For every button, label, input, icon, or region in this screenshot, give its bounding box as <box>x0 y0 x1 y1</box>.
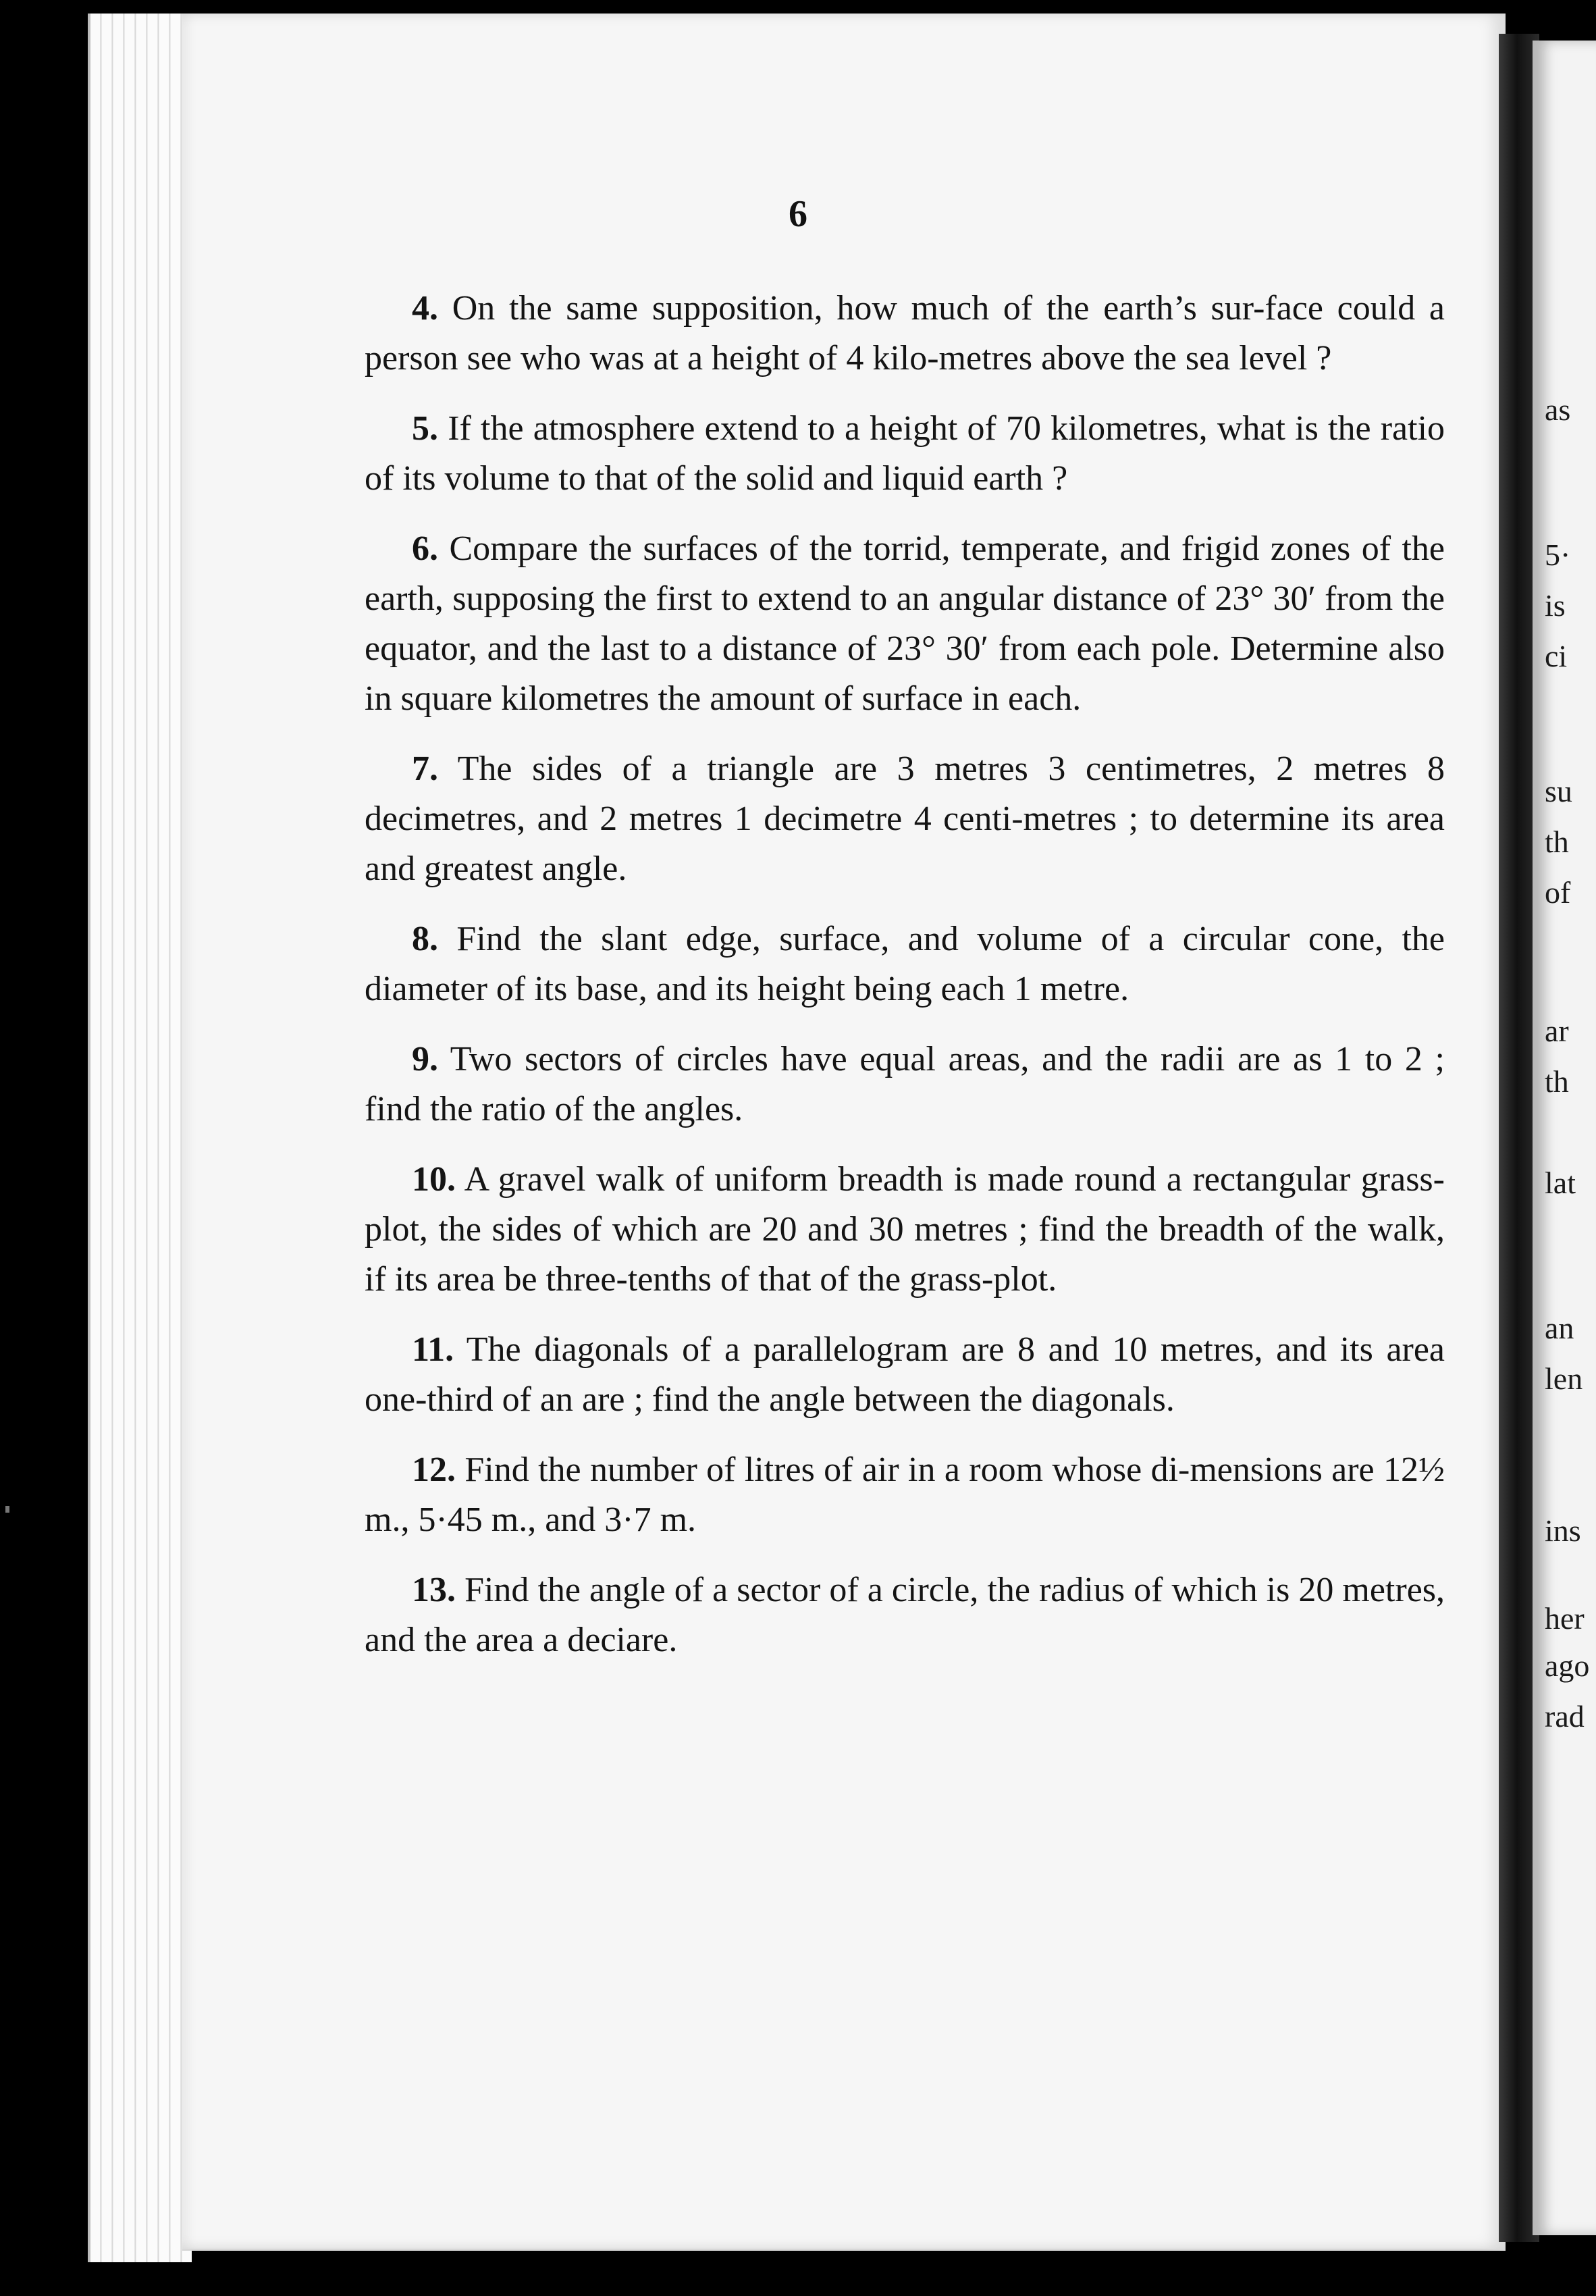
problem-item <box>365 404 1445 504</box>
page-edges-stack <box>88 14 192 2262</box>
problem-text: Two sectors of circles have equal areas, and the radii are as 1 to 2 ; find the ratio of the angles. <box>365 1040 1445 1128</box>
facing-fragment: 5· <box>1545 538 1571 572</box>
facing-fragment: is <box>1545 588 1566 623</box>
facing-fragment: ago <box>1545 1648 1590 1683</box>
problem-number: 9. <box>412 1040 438 1078</box>
problem-text: Find the slant edge, surface, and volume of a circular cone, the diameter of its base, and its height being each 1 metre. <box>365 920 1445 1008</box>
problem-item <box>365 1565 1445 1665</box>
facing-fragment: th <box>1545 1064 1569 1099</box>
problem-text: On the same supposition, how much of the earth’s sur-face could a person see who was at a height of 4 kilo-metres above the sea level ? <box>365 289 1445 377</box>
problem-number: 12. <box>412 1451 456 1489</box>
facing-fragment: her <box>1545 1601 1585 1636</box>
problem-item <box>365 744 1445 894</box>
problem-number: 13. <box>412 1571 456 1609</box>
problem-number: 7. <box>412 750 438 788</box>
facing-fragment: len <box>1545 1361 1583 1396</box>
problem-text: If the atmosphere extend to a height of 70 kilometres, what is the ratio of its volume to that of the solid and liquid earth ? <box>365 409 1445 498</box>
problem-text: Find the angle of a sector of a circle, the radius of which is 20 metres, and the area a deciare. <box>365 1571 1445 1659</box>
problem-text: The sides of a triangle are 3 metres 3 centimetres, 2 metres 8 decimetres, and 2 metres 1 decimetre 4 centi-metres ; to determine its area and greatest angle. <box>365 750 1445 888</box>
problem-item <box>365 1445 1445 1545</box>
facing-page-sliver <box>1533 41 1596 2235</box>
problem-item <box>365 1155 1445 1305</box>
problem-number: 10. <box>412 1160 456 1199</box>
scan-speck <box>5 1506 9 1513</box>
page-number: 6 <box>789 193 807 235</box>
problem-item <box>365 1035 1445 1134</box>
problem-number: 6. <box>412 529 438 568</box>
problem-text: Compare the surfaces of the torrid, temperate, and frigid zones of the earth, supposing the first to extend to an angular distance of 23° 30′ from the equator, and the last to a distance of 23° 30′ from each pole. Determine also in square kilometres the amount of surface in each. <box>365 529 1445 718</box>
problem-text: The diagonals of a parallelogram are 8 and 10 metres, and its area one-third of an are ; find the angle between the diagonals. <box>365 1330 1445 1419</box>
problem-list <box>365 284 1445 1686</box>
facing-fragment: th <box>1545 825 1569 859</box>
facing-fragment: rad <box>1545 1699 1585 1733</box>
problem-item <box>365 914 1445 1014</box>
facing-fragment: su <box>1545 774 1572 808</box>
facing-fragment: ins <box>1545 1513 1581 1548</box>
facing-fragment: as <box>1545 392 1571 427</box>
facing-fragment: lat <box>1545 1166 1576 1200</box>
problem-number: 5. <box>412 409 438 448</box>
problem-number: 4. <box>412 289 438 328</box>
problem-item <box>365 1325 1445 1425</box>
problem-number: 11. <box>412 1330 454 1369</box>
facing-fragment: ci <box>1545 639 1568 673</box>
facing-fragment: of <box>1545 875 1571 910</box>
problem-item <box>365 284 1445 384</box>
problem-text: Find the number of litres of air in a room whose di-mensions are 12½ m., 5·45 m., and 3·7 m. <box>365 1451 1445 1539</box>
problem-number: 8. <box>412 920 438 958</box>
problem-item <box>365 524 1445 724</box>
problem-text: A gravel walk of uniform breadth is made round a rectangular grass-plot, the sides of which are 20 and 30 metres ; find the breadth of the walk, if its area be three-tenths of that of the grass-plot. <box>365 1160 1445 1299</box>
facing-fragment: ar <box>1545 1014 1569 1048</box>
facing-fragment: an <box>1545 1311 1574 1345</box>
